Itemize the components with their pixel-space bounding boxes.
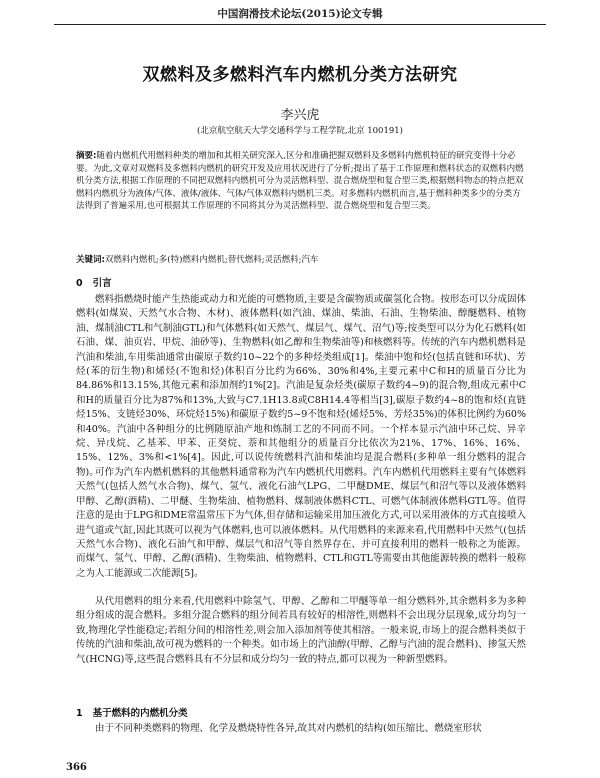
page-number: 366 (66, 762, 87, 773)
section-heading-intro (76, 275, 112, 289)
paragraph-text: 燃料指燃烧时能产生热能或动力和光能的可燃物质,主要是含碳物质或碳氢化合物。按形态可以分成固体燃料(如煤炭、天然气水合物、木材)、液体燃料(如汽油、煤油、柴油、石油、生物柴油、醇醚燃料、植物油、煤制油CTL和气制油GTL)和气体燃料(如天然气、煤层气、煤气、沼气)等;按类型可以分为化石燃料(如石油、煤、油页岩、甲烷、油砂等)、生物燃料(如乙醇和生物柴油等)和核燃料等。传统的汽车内燃机燃料是汽油和柴油,车用柴油通常由碳原子数约10~22个的多种烃类组成[1]。柴油中饱和烃(包括直链和环状)、芳烃(苯的衍生物)和烯烃(不饱和烃)体积百分比约为66%、30%和4%,主要元素中C和H的质量百分比为84.86%和13.15%,其他元素和添加剂约1%[2]。汽油是复杂烃类(碳原子数约4~9)的混合物,组成元素中C和H的质量百分比为87%和13%,大致与C7.1H13.8或C8H14.4等相当[3],碳原子数约4~8的饱和烃(直链烃15%、支链烃30%、环烷烃15%)和碳原子数约5~9不饱和烃(烯烃5%、芳烃35%)的体积比例约为60%和40%。汽油中各种组分的比例随原油产地和炼制工艺的不同而不同。一个样本显示汽油中环己烷、异辛烷、异戊烷、乙基苯、甲苯、正癸烷、萘和其他组分的质量百分比依次为21%、17%、16%、16%、15%、12%、3%和<1%[4]。因此,可以说传统燃料汽油和柴油均是混合燃料(多种单一组分燃料的混合物)。 (76, 294, 526, 478)
body-paragraph (76, 595, 526, 667)
keywords-text: 双燃料内燃机;多(特)燃料内燃机;替代燃料;灵活燃料;汽车 (104, 255, 319, 265)
paragraph-text: 从代用燃料的组分来看,代用燃料中除氢气、甲醇、乙醇和二甲醚等单一组分燃料外,其余燃料多为多种组分组成的混合燃料。多组分混合燃料的组分间若具有较好的相溶性,则燃料不会出现分层现象,成分均匀一致,物理化学性能稳定;若组分间的相溶性差,则会加入添加剂等使其相溶。一般来说,市场上的混合燃料类似于传统的汽油和柴油,故可视为燃料的一个种类。如市场上的汽油醇(甲醇、乙醇与汽油的混合燃料)、掺氢天然气(HCNG)等,这些混合燃料具有不分层和成分均匀一致的特点,都可以视为一种新型燃料。 (76, 596, 526, 665)
paragraph-text: 可作为汽车内燃机燃料的其他燃料通常称为汽车内燃机代用燃料。汽车内燃机代用燃料主要有气体燃料天然气(包括人然气水合物)、煤气、氢气、液化石油气LPG、二甲醚DME、煤层气和沼气等以及液体燃料甲醇、乙醇(酒精)、二甲醚、生物柴油、植物燃料、煤制液体燃料CTL、可燃气体制液体燃料GTL等。值得注意的是由于LPG和DME常温常压下为气体,但存储和运输采用加压液化方式,可以采用液体的方式直接喷入进气道或气缸,因此其既可以视为气体燃料,也可以液体燃料。从代用燃料的来源来看,代用燃料中天然气(包括天然气水合物)、液化石油气和甲醇、煤层气和沼气等自然界存在、并可直接利用的燃料一般称之为能源。而煤气、氢气、甲醇、乙醇(酒精)、生物柴油、植物燃料、CTL和GTL等需要由其他能源转换的燃料一般称之为人工能源或二次能源[5]。 (76, 467, 526, 579)
keywords (76, 254, 526, 267)
keywords-label: 关键词: (76, 255, 105, 265)
header-rule (54, 24, 546, 25)
running-head: 中国润滑技术论坛(2015)论文专辑 (217, 8, 383, 20)
paragraph-text: 由于不同种类燃料的物理、化学及燃烧特性各异,故其对内燃机的结构(如压缩比、燃烧室形状 (95, 723, 482, 734)
body-paragraph (76, 466, 526, 581)
article-title: 双燃料及多燃料汽车内燃机分类方法研究 (142, 65, 458, 85)
section-heading-1 (76, 705, 188, 719)
abstract (76, 150, 526, 213)
section-number: 1 (76, 708, 83, 719)
body-paragraph (76, 293, 526, 480)
section-title: 引言 (92, 278, 112, 289)
section-title: 基于燃料的内燃机分类 (92, 708, 188, 719)
abstract-text: 随着内燃机代用燃料种类的增加和其相关研究深入,区分和准确把握双燃料及多燃料内燃机特征的研究变得十分必要。为此,文章对双燃料及多燃料内燃机的研究开发及应用状况进行了分析;提出了基于工作原理和燃料状态的双燃料内燃机分类方法,根据工作原理的不同把双燃料内燃机可分为灵活燃料型、混合燃烧型和复合型三类,根据燃料物态的特点把双燃料内燃机分为液体/气体、液体/液体、气体/气体双燃料内燃机三类。对多燃料内燃机而言,基于燃料种类多少的分类方法得到了普遍采用,也可根据其工作原理的不同将其分为灵活燃料型、混合燃烧型和复合型三类。 (76, 151, 524, 212)
author-affiliation: (北京航空航天大学交通科学与工程学院,北京 100191) (197, 126, 403, 136)
article-author: 李兴虎 (280, 108, 320, 123)
body-paragraph (76, 722, 526, 736)
section-number: 0 (76, 278, 83, 289)
abstract-label: 摘要: (76, 151, 97, 161)
